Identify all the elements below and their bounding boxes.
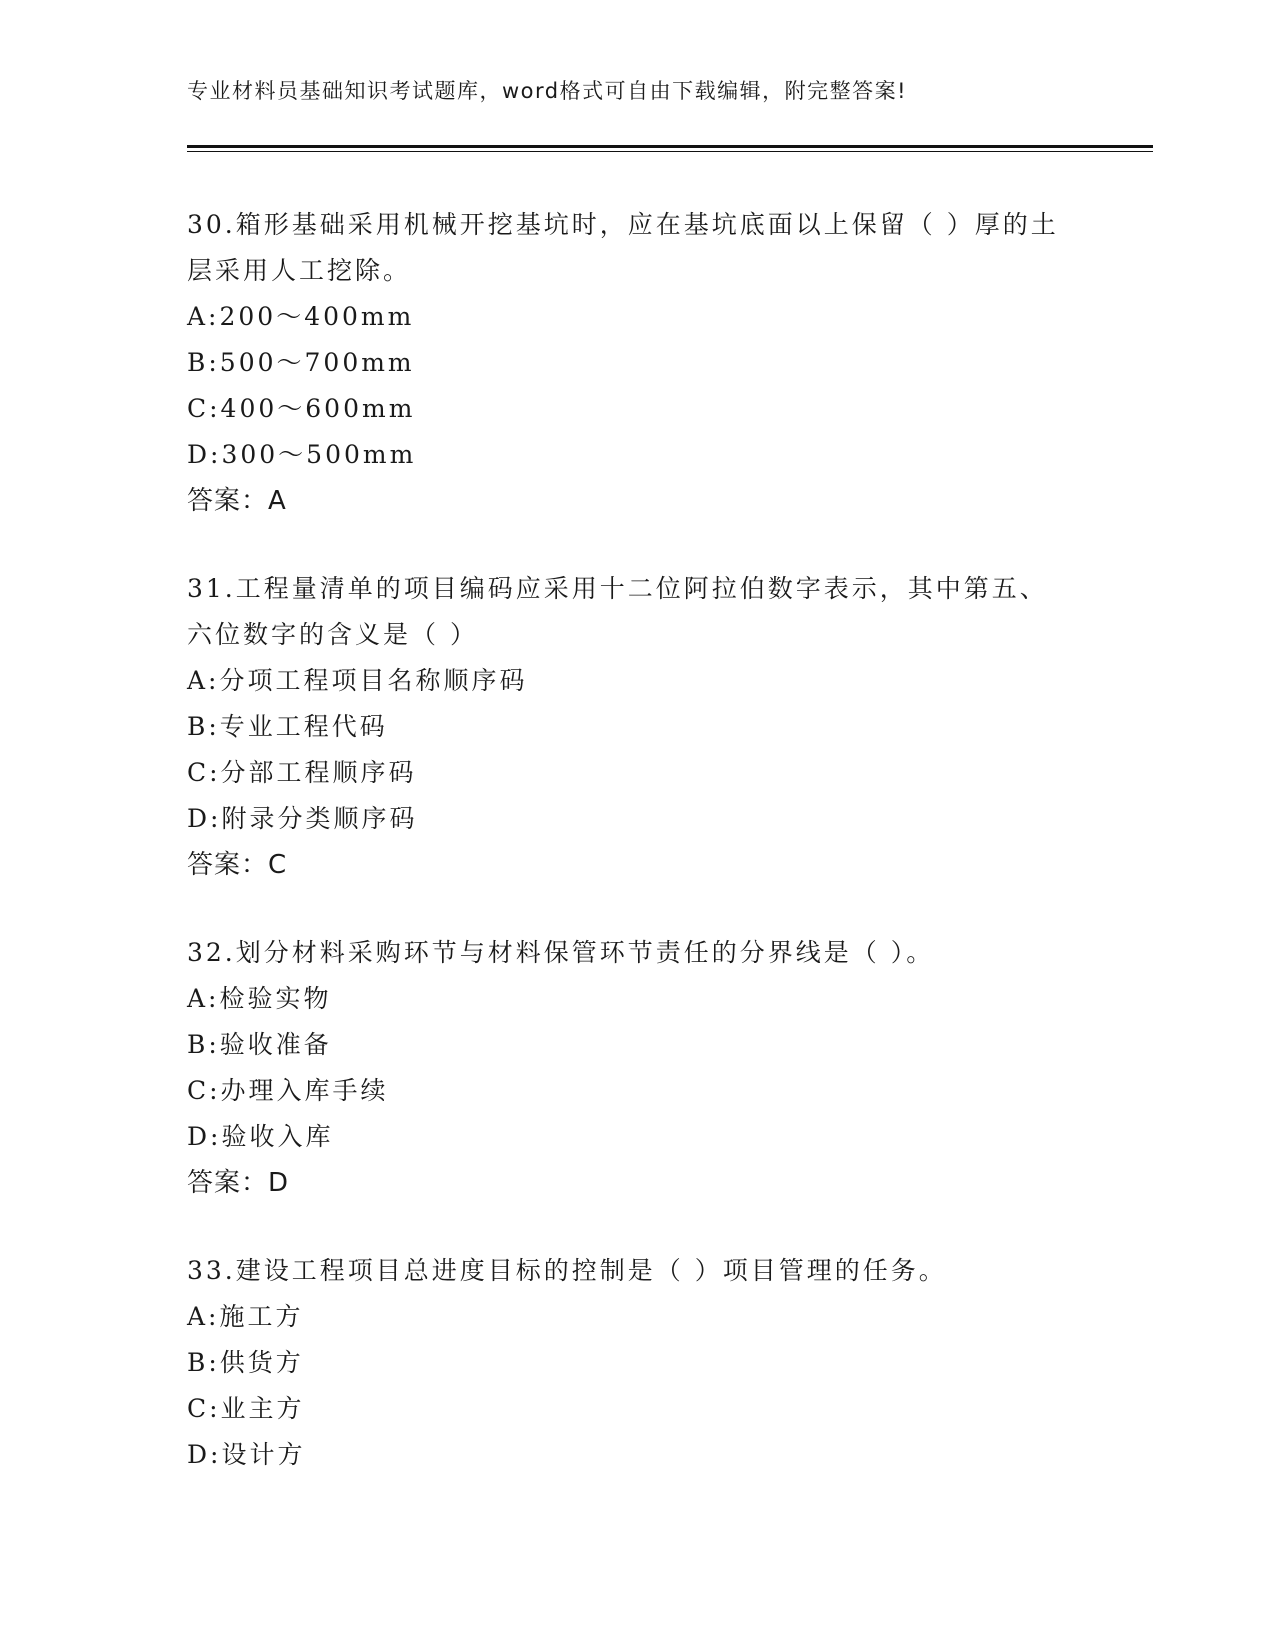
page-header-title: 专业材料员基础知识考试题库，word格式可自由下载编辑，附完整答案! — [187, 79, 908, 103]
answer-label: 答案：A — [187, 486, 287, 516]
option-d: D:300～500mm — [187, 440, 417, 469]
option-b: B:专业工程代码 — [187, 712, 388, 741]
header-divider — [187, 145, 1153, 152]
option-d: D:验收入库 — [187, 1122, 334, 1151]
option-a: A:200～400mm — [187, 302, 415, 331]
question-list — [187, 202, 1087, 1520]
question-stem: 30.箱形基础采用机械开挖基坑时，应在基坑底面以上保留（ ）厚的土层采用人工挖除。 — [187, 210, 1059, 285]
option-b: B:500～700mm — [187, 348, 415, 377]
question-stem: 33.建设工程项目总进度目标的控制是（ ）项目管理的任务。 — [187, 1256, 947, 1285]
question-32 — [187, 930, 1087, 1206]
option-c: C:办理入库手续 — [187, 1076, 389, 1105]
option-c: C:分部工程顺序码 — [187, 758, 417, 787]
option-d: D:附录分类顺序码 — [187, 804, 418, 833]
question-33 — [187, 1248, 1087, 1478]
option-b: B:验收准备 — [187, 1030, 332, 1059]
option-a: A:检验实物 — [187, 984, 332, 1013]
question-stem: 31.工程量清单的项目编码应采用十二位阿拉伯数字表示，其中第五、六位数字的含义是（ ） — [187, 574, 1048, 649]
option-c: C:业主方 — [187, 1394, 305, 1423]
question-31 — [187, 566, 1087, 888]
option-b: B:供货方 — [187, 1348, 304, 1377]
option-a: A:施工方 — [187, 1302, 304, 1331]
answer-label: 答案：C — [187, 850, 288, 880]
option-c: C:400～600mm — [187, 394, 416, 423]
option-a: A:分项工程项目名称顺序码 — [187, 666, 528, 695]
option-d: D:设计方 — [187, 1440, 306, 1469]
question-30 — [187, 202, 1087, 524]
answer-label: 答案：D — [187, 1168, 290, 1198]
question-stem: 32.划分材料采购环节与材料保管环节责任的分界线是（ ）。 — [187, 938, 935, 967]
